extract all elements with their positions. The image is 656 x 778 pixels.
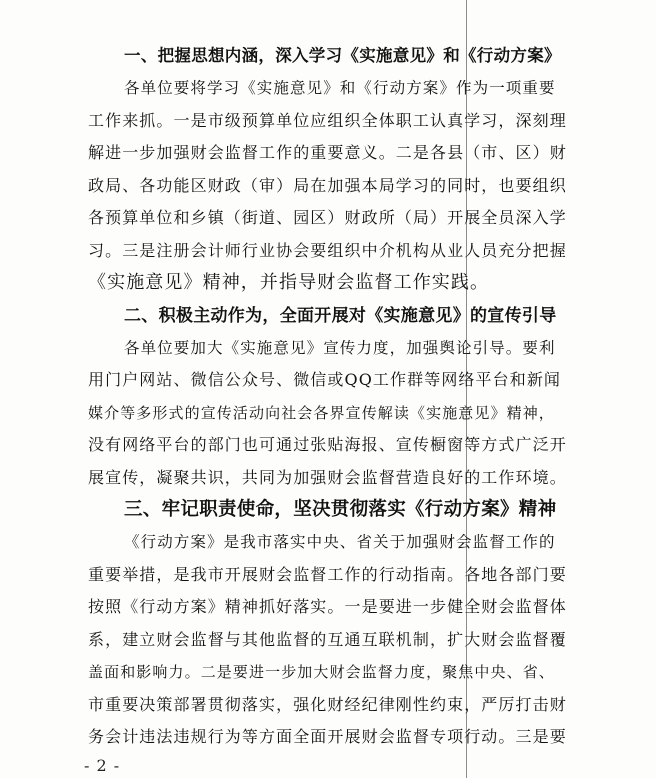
paragraph-line: 展宣传，凝聚共识，共同为加强财会监督营造良好的工作环境。 bbox=[88, 467, 567, 487]
paragraph-line: 系，建立财会监督与其他监督的互通互联机制，扩大财会监督覆 bbox=[88, 629, 567, 649]
paragraph-line: 没有网络平台的部门也可通过张贴海报、宣传橱窗等方式广泛开 bbox=[88, 435, 567, 454]
paragraph-line: 盖面和影响力。二是要进一步加大财会监督力度，聚焦中央、省、 bbox=[88, 663, 555, 681]
paragraph-line: 工作来抓。一是市级预算单位应组织全体职工认真学习，深刻理 bbox=[88, 110, 567, 130]
paragraph-line: 《实施意见》精神，并指导财会监督工作实践。 bbox=[88, 272, 490, 293]
paragraph-line: 习。三是注册会计师行业协会要组织中介机构从业人员充分把握 bbox=[88, 240, 567, 260]
paragraph-line: 各单位要加大《实施意见》宣传力度，加强舆论引导。要利 bbox=[124, 338, 556, 357]
paragraph-line: 解进一步加强财会监督工作的重要意义。二是各县（市、区）财 bbox=[88, 143, 567, 162]
paragraph-line: 务会计违法违规行为等方面全面开展财会监督专项行动。三是要 bbox=[88, 727, 567, 746]
paragraph-line: 政局、各功能区财政（审）局在加强本局学习的同时，也要组织 bbox=[88, 175, 567, 195]
paragraph-line: 用门户网站、微信公众号、微信或QQ工作群等网络平台和新闻 bbox=[88, 370, 562, 389]
paragraph-line: 重要举措，是我市开展财会监督工作的行动指南。各地各部门要 bbox=[88, 564, 567, 584]
section-heading-3: 三、牢记职责使命，坚决贯彻落实《行动方案》精神 bbox=[124, 499, 557, 520]
paragraph-line: 媒介等多形式的宣传活动向社会各界宣传解读《实施意见》精神， bbox=[88, 403, 555, 422]
document-body bbox=[88, 40, 566, 754]
paragraph-line: 《行动方案》是我市落实中央、省关于加强财会监督工作的 bbox=[124, 533, 556, 551]
paragraph-line: 市重要决策部署贯彻落实，强化财经纪律刚性约束，严厉打击财 bbox=[88, 694, 567, 714]
paragraph-line: 各单位要将学习《实施意见》和《行动方案》作为一项重要 bbox=[124, 79, 556, 97]
paragraph-line: 按照《行动方案》精神抓好落实。一是要进一步健全财会监督体 bbox=[88, 597, 567, 616]
paragraph-line: 各预算单位和乡镇（街道、园区）财政所（局）开展全员深入学 bbox=[88, 208, 567, 227]
page-number: - 2 - bbox=[84, 756, 121, 775]
section-paragraph-3 bbox=[88, 526, 566, 754]
section-paragraph-1 bbox=[88, 72, 566, 300]
section-paragraph-2 bbox=[88, 332, 566, 495]
section-heading-1: 一、把握思想内涵，深入学习《实施意见》和《行动方案》 bbox=[124, 46, 561, 65]
section-heading-2: 二、积极主动作为，全面开展对《实施意见》的宣传引导 bbox=[124, 305, 557, 326]
